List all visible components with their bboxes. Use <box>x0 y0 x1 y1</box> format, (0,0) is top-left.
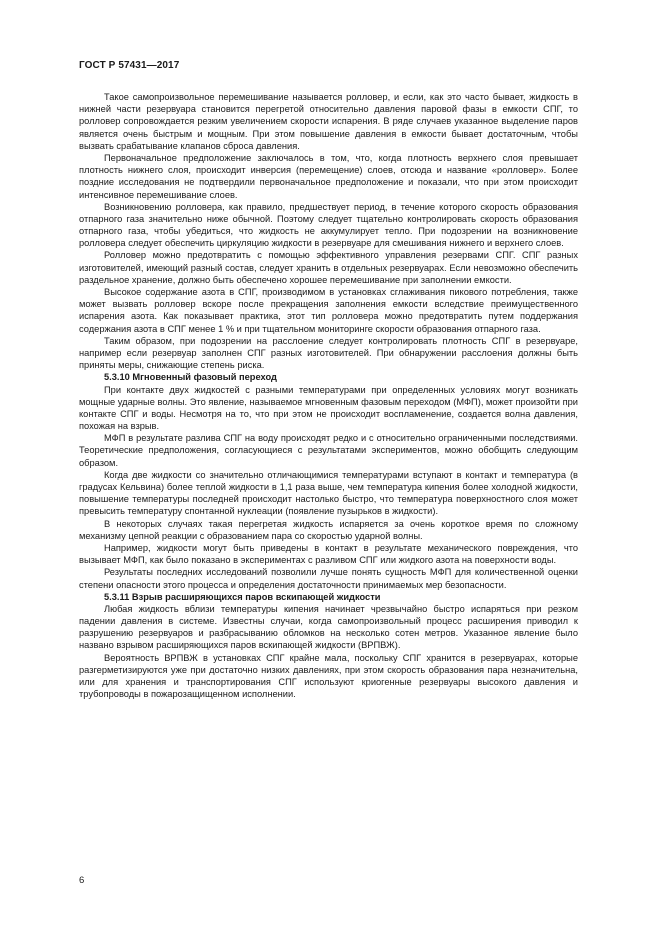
paragraph: В некоторых случаях такая перегретая жидкость испаряется за очень короткое время по сложному механизму цепной реакции с образованием пара со скоростью ударной волны. <box>79 518 578 541</box>
paragraph: Ролловер можно предотвратить с помощью эффективного управления резервами СПГ. СПГ разных изготовителей, имеющий разный состав, следует хранить в отдельных резервуарах. Если невозможно обеспечить раздельное хранение, должно быть обеспечено хорошее перемешивание при заполнении емкости. <box>79 250 578 285</box>
paragraph: Например, жидкости могут быть приведены в контакт в результате механического повреждения, что вызывает МФП, как было показано в экспериментах с разливом СПГ или жидкого азота на поверхности воды. <box>79 542 578 566</box>
paragraph: Результаты последних исследований позволили лучше понять сущность МФП для количественной оценки степени опасности этого процесса и определения достаточности принимаемых мер безопасности. <box>79 567 578 590</box>
paragraph: Таким образом, при подозрении на расслоение следует контролировать плотность СПГ в резервуаре, например если резервуар заполнен СПГ разных изготовителей. При обнаружении расслоения должны быть приняты меры, снижающие степень риска. <box>79 335 578 371</box>
paragraph: Первоначальное предположение заключалось в том, что, когда плотность верхнего слоя превышает плотность нижнего слоя, происходит инверсия (перемещение) слоев, отсюда и название «ролловер». Более поздние исследования не подтвердили первоначальное предположение и показали, что при этом происходит интенсивное перемешивание слоев. <box>79 152 578 200</box>
document-body <box>79 91 578 700</box>
paragraph: Когда две жидкости со значительно отличающимися температурами вступают в контакт и температура (в градусах Кельвина) более теплой жидкости в 1,1 раза выше, чем температура кипения более холодной жидкости, повышение температуры последней происходит настолько быстро, что температура поверхностного слоя может превысить температуру спонтанной нуклеации (появление пузырьков в жидкости). <box>79 469 578 517</box>
section-heading: 5.3.10 Мгновенный фазовый переход <box>104 372 277 383</box>
paragraph: Любая жидкость вблизи температуры кипения начинает чрезвычайно быстро испаряться при резком падении давления в системе. Известны случаи, когда самопроизвольный процесс расширения приводил к разрушению резервуаров и разбрасыванию обломков на несколько сотен метров. Указанное явление было названо взрывом расширяющихся паров вскипающей жидкости (ВРПВЖ). <box>79 603 578 651</box>
paragraph: При контакте двух жидкостей с разными температурами при определенных условиях могут возникать мощные ударные волны. Это явление, называемое мгновенным фазовым переходом (МФП), может произойти при контакте СПГ и воды. Несмотря на то, что при этом не происходит воспламенение, создается волна давления, похожая на взрыв. <box>79 384 578 432</box>
paragraph: Такое самопроизвольное перемешивание называется ролловер, и если, как это часто бывает, жидкость в нижней части резервуара становится перегретой относительно давления паровой фазы в емкости СПГ, то ролловер сопровождается резким увеличением скорости испарения. В ряде случаев указанное выделение паров является очень быстрым и мощным. При этом повышение давления в емкости бывает достаточным, чтобы вызвать срабатывание клапанов сброса давления. <box>79 92 578 151</box>
document-header: ГОСТ Р 57431—2017 <box>79 60 180 71</box>
page-number: 6 <box>79 875 85 886</box>
paragraph: Возникновению ролловера, как правило, предшествует период, в течение которого скорость образования отпарного газа значительно ниже обычной. Поэтому следует тщательно контролировать скорость образования отпарного газа, чтобы убедиться, что жидкость не аккумулирует тепло. При подозрении на возникновение ролловера следует обеспечить циркуляцию жидкости в резервуаре для смешивания нижнего и верхнего слоев. <box>79 201 578 249</box>
paragraph: МФП в результате разлива СПГ на воду происходят редко и с относительно ограниченными последствиями. Теоретические предположения, согласующиеся с результатами экспериментов, можно обобщить следующим образом. <box>79 433 578 468</box>
section-heading: 5.3.11 Взрыв расширяющихся паров вскипающей жидкости <box>104 591 381 602</box>
paragraph: Высокое содержание азота в СПГ, производимом в установках сглаживания пикового потребления, также может вызвать ролловер вскоре после прекращения заполнения емкости вследствие преимущественного испарения азота. Как показывает практика, этот тип ролловера можно предотвратить путем поддержания содержания азота в СПГ менее 1 % и при тщательном мониторинге скорости образования отпарного газа. <box>79 287 578 334</box>
paragraph: Вероятность ВРПВЖ в установках СПГ крайне мала, поскольку СПГ хранится в резервуарах, которые разгерметизируются уже при достаточно низких давлениях, при этом скорость образования пара незначительна, или для хранения и транспортирования СПГ используют криогенные резервуары высокого давления и трубопроводы в пожарозащищенном исполнении. <box>79 652 578 700</box>
